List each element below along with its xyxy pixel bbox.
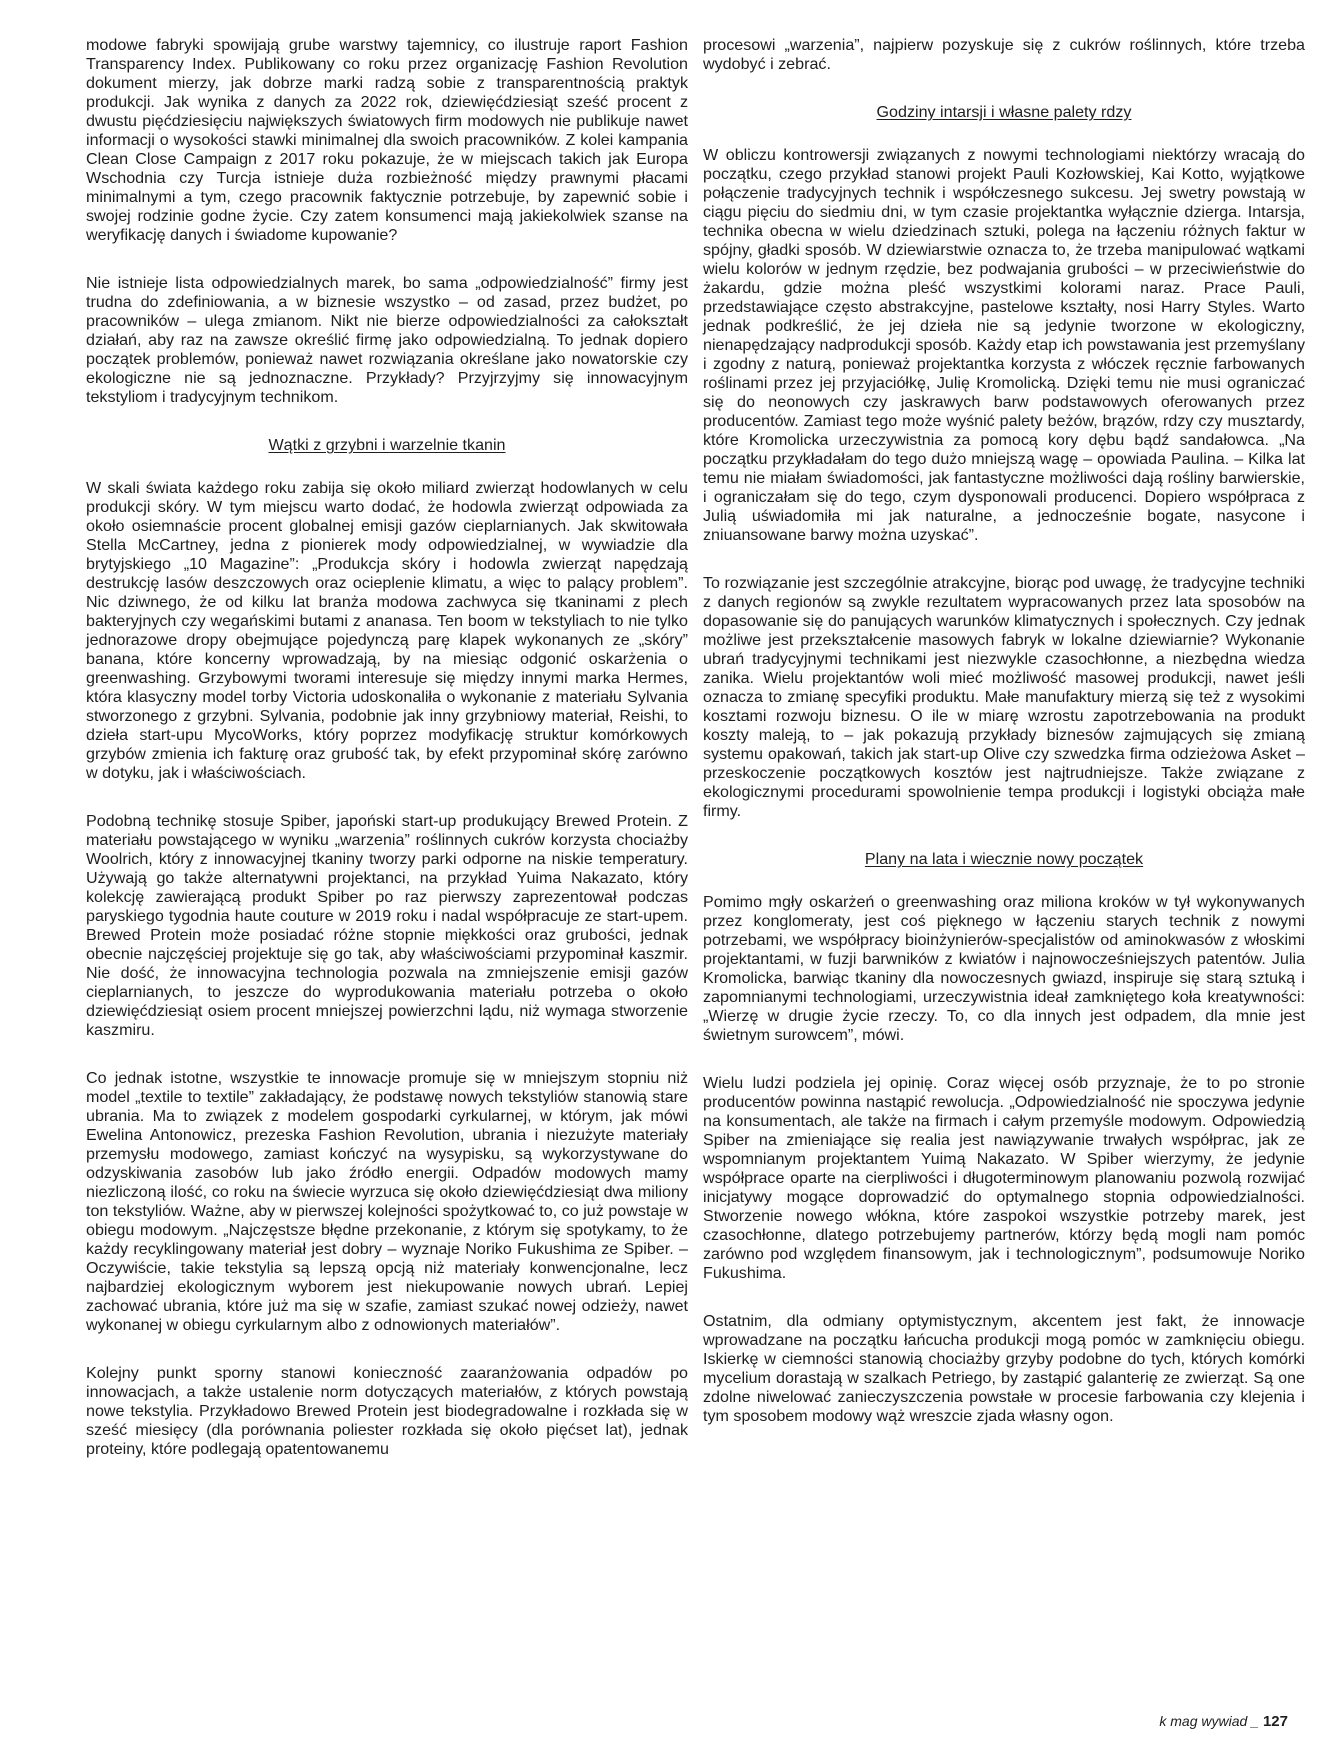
body-paragraph: Co jednak istotne, wszystkie te innowacje promuje się w mniejszym stopniu niż model „textile to textile” zakładający, że podstawę nowych tekstyliów stanowią stare ubrania. Ma to związek z modelem gospodarki cyrkularnej, w którym, jak mówi Ewelina Antonowicz, prezeska Fashion Revolution, ubrania i niezużyte materiały przemysłu modowego, zamiast kończyć na wysypisku, są wykorzystywane do odzyskiwania zasobów lub jako źródło energii. Odpadów modowych mamy niezliczoną ilość, co roku na świecie wyrzuca się około dziewięćdziesiąt dwa miliony ton tekstyliów. Ważne, aby w pierwszej kolejności spożytkować to, co już powstaje w obiegu modowym. „Najczęstsze błędne przekonanie, z którym się spotykamy, to że każdy recyklingowany materiał jest dobry – wyznaje Noriko Fukushima ze Spiber. – Oczywiście, takie tekstylia są lepszą opcją niż materiały konwencjonalne, lecz najbardziej ekologicznym wyborem jest niekupowanie nowych ubrań. Lepiej zachować ubrania, które już ma się w szafie, zamiast szukać nowej odzieży, nawet wykonanej w obiegu cyrkularnym albo z odnowionych materiałów”. [86, 1069, 688, 1334]
page-number: 127 [1262, 1713, 1288, 1730]
body-paragraph: Nie istnieje lista odpowiedzialnych marek, bo sama „odpowiedzialność” firmy jest trudna do zdefiniowania, a w biznesie wszystko – od zasad, przez budżet, po pracowników – ulega zmianom. Nikt nie bierze odpowiedzialności za całokształt działań, aby raz na zawsze określić firmę jako odpowiedzialną. To jednak dopiero początek problemów, ponieważ nawet rozwiązania określane jako nowatorskie czy ekologiczne nie są jednoznaczne. Przykłady? Przyjrzyjmy się innowacyjnym tekstyliom i tradycyjnym technikom. [86, 274, 688, 406]
left-column [86, 36, 688, 1488]
body-paragraph: Wielu ludzi podziela jej opinię. Coraz więcej osób przyznaje, że to po stronie producentów powinna nastąpić rewolucja. „Odpowiedzialność nie spoczywa jedynie na konsumentach, ale także na firmach i całym przemyśle modowym. Odpowiedzią Spiber na zmieniające się realia jest nawiązywanie trwałych współprac, jak ze wspomnianym projektantem Yuimą Nakazato. W Spiber wierzymy, że jedynie współprace oparte na cierpliwości i długoterminowym planowaniu pozwolą rozwijać inicjatywy mogące doprowadzić do optymalnego stopnia odpowiedzialności. Stworzenie nowego włókna, które zaspokoi wszystkie potrzeby marek, jest czasochłonne, dlatego potrzebujemy partnerów, którzy będą mogli nam pomóc zarówno pod względem finansowym, jak i technologicznym”, podsumowuje Noriko Fukushima. [703, 1074, 1305, 1282]
body-paragraph: procesowi „warzenia”, najpierw pozyskuje się z cukrów roślinnych, które trzeba wydobyć i zebrać. [703, 36, 1305, 73]
page-footer [1159, 1712, 1288, 1731]
right-column [703, 36, 1305, 1455]
body-paragraph: To rozwiązanie jest szczególnie atrakcyjne, biorąc pod uwagę, że tradycyjne techniki z danych regionów są zwykle rezultatem wypracowanych przez lata sposobów na dopasowanie się do panujących warunków klimatycznych i społecznych. Czy jednak możliwe jest przekształcenie masowych fabryk w lokalne dziewiarnie? Wykonanie ubrań tradycyjnymi technikami jest niezwykle czasochłonne, a niezbędna wiedza zanika. Wielu projektantów woli mieć możliwość masowej produkcji, nawet jeśli oznacza to zmianę specyfiki produktu. Małe manufaktury mierzą się też z wysokimi kosztami rozwoju biznesu. O ile w miarę wzrostu zapotrzebowania na produkt koszty maleją, to – jak pokazują przykłady biznesów zajmujących się zmianą systemu opakowań, takich jak start-up Olive czy szwedzka firma odzieżowa Asket – przeskoczenie początkowych kosztów jest najtrudniejsze. Także związane z ekologicznymi procedurami spowolnienie tempa produkcji i logistyki obciąża małe firmy. [703, 574, 1305, 820]
section-heading: Wątki z grzybni i warzelnie tkanin [268, 436, 506, 454]
body-paragraph: Pomimo mgły oskarżeń o greenwashing oraz miliona kroków w tył wykonywanych przez konglomeraty, jest coś pięknego w łączeniu starych technik z nowymi potrzebami, we współpracy bioinżynierów-specjalistów od aminokwasów z włoskimi projektantami, w fuzji barwników z kwiatów i najnowocześniejszych patentów. Julia Kromolicka, barwiąc tkaniny dla nowoczesnych gwiazd, inspiruje się starą sztuką i zapomnianymi technologiami, urzeczywistnia ideał zamkniętego koła kreatywności: „Wierzę w drugie życie rzeczy. To, co dla innych jest odpadem, dla mnie jest świetnym surowcem”, mówi. [703, 893, 1305, 1044]
body-paragraph: Podobną technikę stosuje Spiber, japoński start-up produkujący Brewed Protein. Z materiału powstającego w wyniku „warzenia” roślinnych cukrów korzysta chociażby Woolrich, który z innowacyjnej tkaniny tworzy parki odporne na niskie temperatury. Używają go także alternatywni projektanci, na przykład Yuima Nakazato, który kolekcję zawierającą produkt Spiber po raz pierwszy zaprezentował podczas paryskiego tygodnia haute couture w 2019 roku i nadal współpracuje ze start-upem. Brewed Protein może posiadać różne stopnie miękkości oraz grubości, jednak obecnie najczęściej projektuje się go tak, aby właściwościami przypominał kaszmir. Nie dość, że innowacyjna technologia pozwala na zmniejszenie emisji gazów cieplarnianych, to jeszcze do wyprodukowania materiału potrzeba o około dziewięćdziesiąt osiem procent mniejszej powierzchni lądu, niż wymaga stworzenie kaszmiru. [86, 812, 688, 1039]
body-paragraph: W obliczu kontrowersji związanych z nowymi technologiami niektórzy wracają do początku, czego przykład stanowi projekt Pauli Kozłowskiej, Kai Kotto, wyjątkowe połączenie tradycyjnych technik i współczesnego sukcesu. Jej swetry powstają w ciągu pięciu do siedmiu dni, w tym czasie projektantka wyłącznie dzierga. Intarsja, technika obecna w wielu dziedzinach sztuki, polega na łączeniu różnych faktur w spójny, gładki sposób. W dziewiarstwie oznacza to, że trzeba manipulować wątkami wielu kolorów w jednym rzędzie, bez podwajania grubości – w przeciwieństwie do żakardu, gdzie można pleść wszystkimi kolorami naraz. Prace Pauli, przedstawiające często abstrakcyjne, pastelowe kształty, nosi Harry Styles. Warto jednak podkreślić, że jej dzieła nie są jedynie tworzone w ekologiczny, nienapędzający nadprodukcji sposób. Każdy etap ich powstawania jest przemyślany i zgodny z naturą, ponieważ projektantka korzysta z włóczek ręcznie farbowanych roślinami przez jej przyjaciółkę, Julię Kromolicką. Dzięki temu nie musi ograniczać się do neonowych czy jaskrawych barw podstawowych oferowanych przez producentów. Zamiast tego może wyśnić palety beżów, brązów, rdzy czy musztardy, które Kromolicka urzeczywistnia za pomocą kory dębu bądź sandałowca. „Na początku przykładałam do tego dużo mniejszą wagę – opowiada Paulina. – Kilka lat temu nie miałam świadomości, jak fantastyczne możliwości dają rośliny barwierskie, i ograniczałam się do tego, czym dysponowali producenci. Dopiero współpraca z Julią uświadomiła mi jak naturalne, a jednocześnie bogate, nasycone i zniuansowane barwy można uzyskać”. [703, 146, 1305, 544]
body-paragraph: W skali świata każdego roku zabija się około miliard zwierząt hodowlanych w celu produkcji skóry. W tym miejscu warto dodać, że hodowla zwierząt odpowiada za około osiemnaście procent globalnej emisji gazów cieplarnianych. Jak skwitowała Stella McCartney, jedna z pionierek mody odpowiedzialnej, w wywiadzie dla brytyjskiego „10 Magazine”: „Produkcja skóry i hodowla zwierząt napędzają destrukcję lasów deszczowych oraz ocieplenie klimatu, a więc to palący problem”. Nic dziwnego, że od kilku lat branża modowa zachwyca się tkaninami z plech bakteryjnych czy wegańskimi butami z ananasa. Ten boom w tekstyliach to nie tylko jednorazowe dropy obejmujące pojedynczą parę klapek wykonanych ze „skóry” banana, które koncerny wprowadzają, by na miesiąc odgonić oskarżenia o greenwashing. Grzybowymi tworami interesuje się między innymi marka Hermes, która klasyczny model torby Victoria udoskonaliła o wykonanie z materiału Sylvania stworzonego z grzybni. Sylvania, podobnie jak inny grzybniowy materiał, Reishi, to dzieła start-upu MycoWorks, który poprzez modyfikację struktur komórkowych grzybów zmienia ich fakturę oraz grubość tak, by efekt przypominał skórę zarówno w dotyku, jak i właściwościach. [86, 479, 688, 782]
body-paragraph: Ostatnim, dla odmiany optymistycznym, akcentem jest fakt, że innowacje wprowadzane na początku łańcucha produkcji mogą pomóc w zamknięciu obiegu. Iskierkę w ciemności stanowią chociażby grzyby podobne do tych, których komórki mycelium dorastają w szalkach Petriego, by zastąpić galanterię ze zwierząt. Są one zdolne niwelować zanieczyszczenia powstałe w procesie farbowania czy klejenia i tym sposobem modowy wąż wreszcie zjada własny ogon. [703, 1312, 1305, 1425]
section-heading: Plany na lata i wiecznie nowy początek [864, 850, 1144, 868]
magazine-section-label: k mag wywiad _ [1159, 1713, 1259, 1729]
body-paragraph: modowe fabryki spowijają grube warstwy tajemnicy, co ilustruje raport Fashion Transparency Index. Publikowany co roku przez organizację Fashion Revolution dokument mierzy, jak dobrze marki radzą sobie z transparentnością praktyk produkcji. Jak wynika z danych za 2022 rok, dziewięćdziesiąt sześć procent z dwustu pięćdziesięciu największych światowych firm modowych nie publikuje nawet informacji o wysokości stawki minimalnej dla swoich pracowników. Z kolei kampania Clean Close Campaign z 2017 roku pokazuje, że w miejscach takich jak Europa Wschodnia czy Turcja istnieje duża rozbieżność między prawnymi płacami minimalnymi a tym, czego pracownik faktycznie potrzebuje, by zapewnić sobie i swojej rodzinie godne życie. Czy zatem konsumenci mają jakiekolwiek szanse na weryfikację danych i świadome kupowanie? [86, 36, 688, 244]
section-heading: Godziny intarsji i własne palety rdzy [876, 103, 1132, 121]
body-paragraph: Kolejny punkt sporny stanowi konieczność zaaranżowania odpadów po innowacjach, a także ustalenie norm dotyczących materiałów, z których powstają nowe tekstylia. Przykładowo Brewed Protein jest biodegradowalne i rozkłada się w sześć miesięcy (dla porównania poliester rozkłada się około pięćset lat), jednak proteiny, które podlegają opatentowanemu [86, 1364, 688, 1458]
